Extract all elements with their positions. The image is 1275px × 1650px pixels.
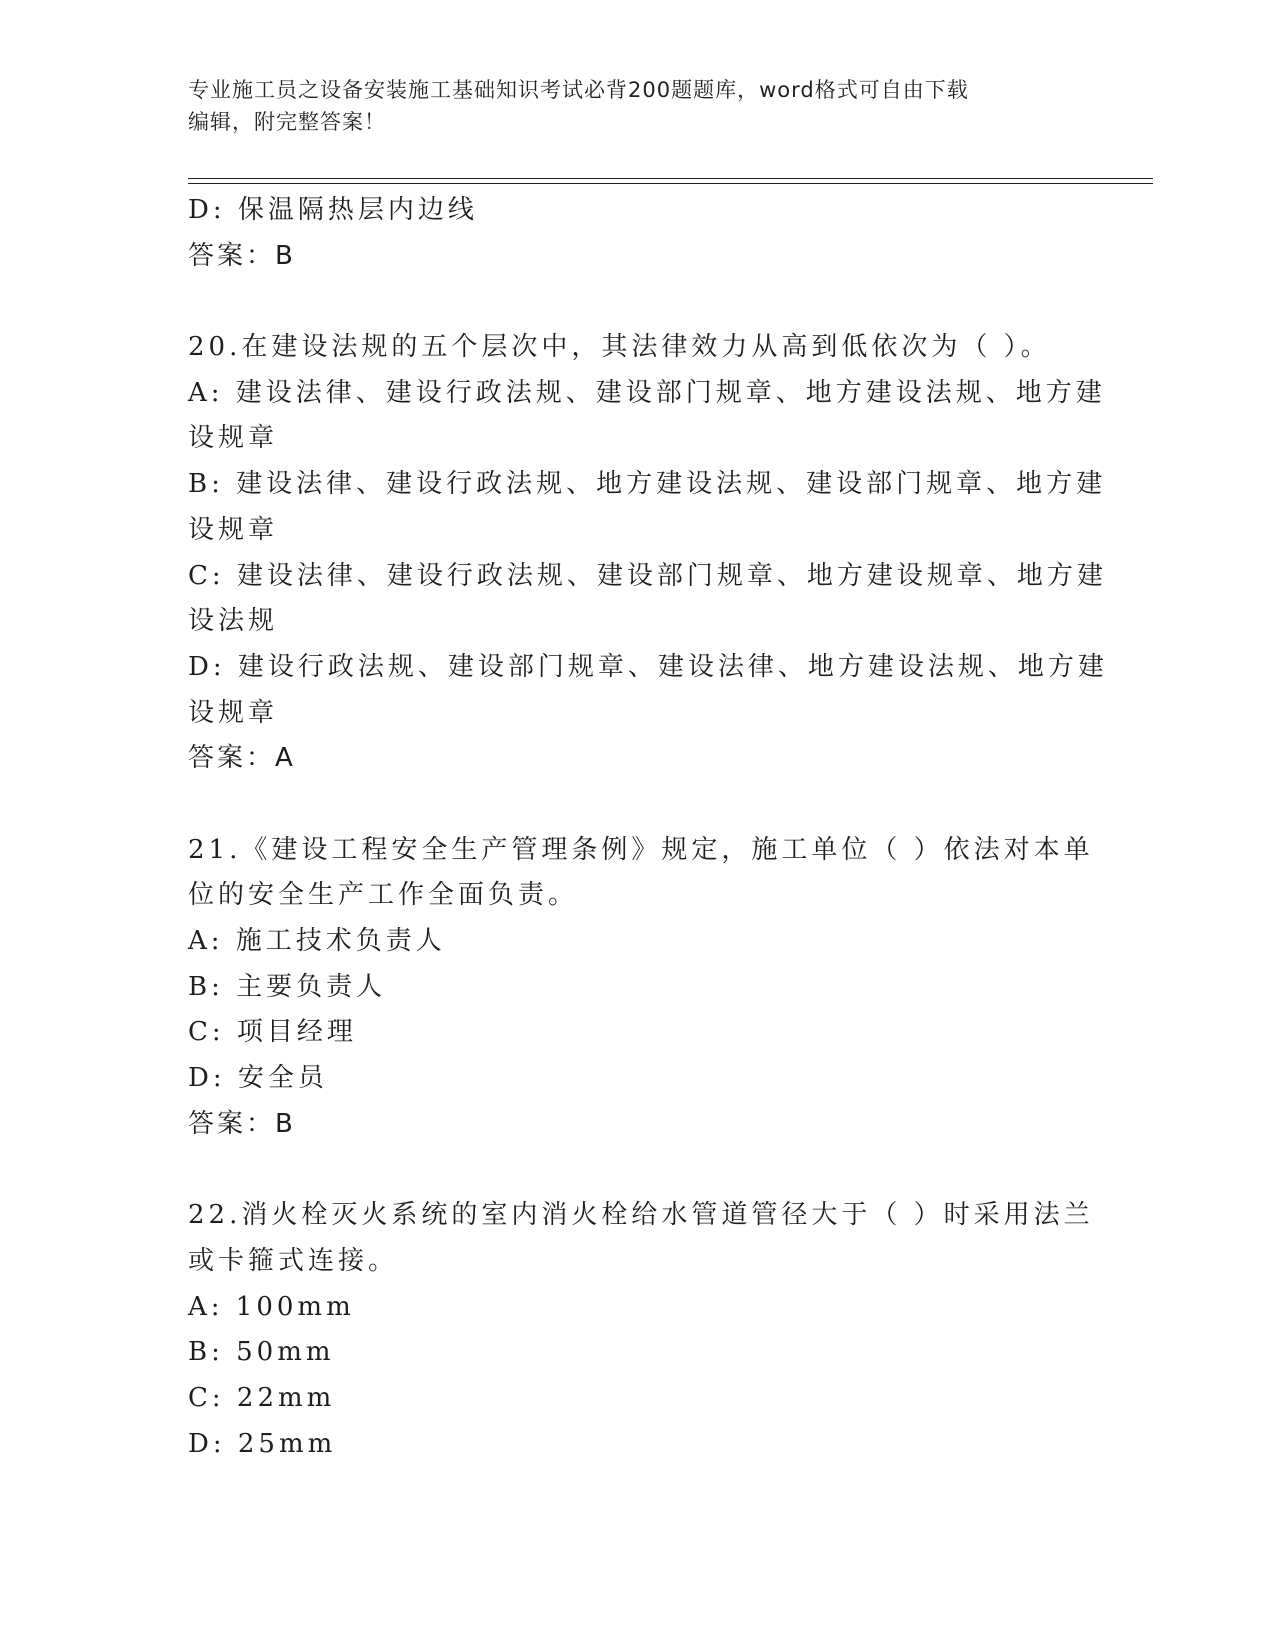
option-b-continued: 设规章 <box>188 514 279 545</box>
question-stem: 20.在建设法规的五个层次中，其法律效力从高到低依次为（ ）。 <box>188 332 1051 363</box>
question-stem-continued: 或卡箍式连接。 <box>188 1245 399 1276</box>
option-b: B: 主要负责人 <box>188 971 387 1002</box>
option-d: D: 建设行政法规、建设部门规章、建设法律、地方建设法规、地方建 <box>188 651 1108 682</box>
option-c: C: 项目经理 <box>188 1017 357 1048</box>
option-d-continued: 设规章 <box>188 697 279 728</box>
previous-question-tail <box>188 188 1088 279</box>
answer-line: 答案：A <box>188 743 296 774</box>
question-20 <box>188 325 1108 782</box>
answer-line: 答案：B <box>188 240 296 271</box>
question-list <box>188 188 1108 1467</box>
question-stem: 21.《建设工程安全生产管理条例》规定，施工单位（ ）依法对本单 <box>188 834 1094 865</box>
option-b: B: 50mm <box>188 1337 335 1368</box>
question-22 <box>188 1193 1094 1467</box>
question-stem: 22.消火栓灭火系统的室内消火栓给水管道管径大于（ ）时采用法兰 <box>188 1200 1094 1231</box>
header-title-line-2: 编辑，附完整答案！ <box>188 110 386 134</box>
option-a: A: 施工技术负责人 <box>188 926 446 956</box>
spacer <box>188 279 1088 325</box>
document-header <box>188 74 1088 138</box>
header-title-line-1: 专业施工员之设备安装施工基础知识考试必背200题题库，word格式可自由下载 <box>188 78 969 102</box>
option-b: B: 建设法律、建设行政法规、地方建设法规、建设部门规章、地方建 <box>188 469 1107 500</box>
option-c: C: 22mm <box>188 1382 336 1413</box>
header-divider-bottom <box>188 183 1153 184</box>
option-c-continued: 设法规 <box>188 606 279 637</box>
spacer <box>188 782 1088 828</box>
option-a-continued: 设规章 <box>188 423 279 454</box>
option-d: D: 25mm <box>188 1428 337 1459</box>
option-d: D: 保温隔热层内边线 <box>188 195 478 225</box>
question-stem-continued: 位的安全生产工作全面负责。 <box>188 880 579 911</box>
answer-line: 答案：B <box>188 1108 296 1139</box>
option-d: D: 安全员 <box>188 1063 328 1094</box>
option-a: A: 建设法律、建设行政法规、建设部门规章、地方建设法规、地方建 <box>188 377 1106 408</box>
spacer <box>188 1147 1088 1193</box>
option-c: C: 建设法律、建设行政法规、建设部门规章、地方建设规章、地方建 <box>188 560 1107 591</box>
option-a: A: 100mm <box>188 1291 355 1322</box>
header-divider-top <box>188 178 1153 179</box>
question-21 <box>188 828 1094 1148</box>
